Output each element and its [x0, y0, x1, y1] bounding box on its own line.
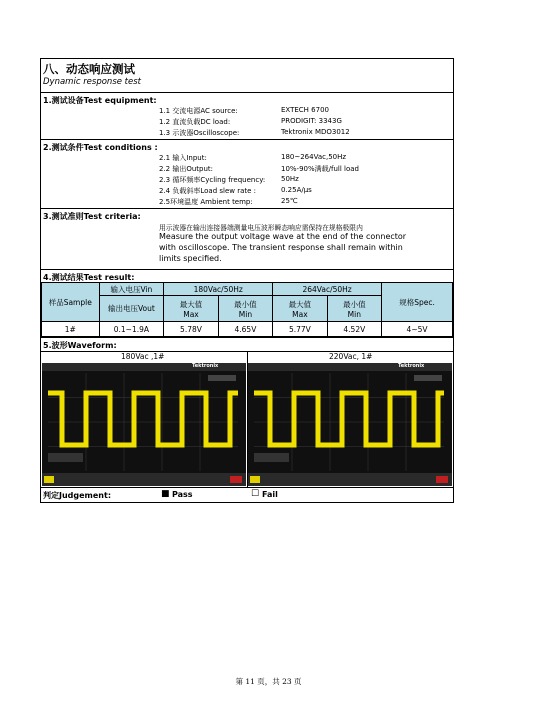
criteria-section	[41, 209, 453, 270]
fail-label: Fail	[262, 490, 278, 499]
condition-label: 2.3 循环频率Cycling frequency:	[159, 176, 266, 184]
conditions-heading: 2.测试条件Test conditions :	[43, 143, 158, 152]
min-header	[327, 296, 381, 322]
scope-screenshot-left	[42, 363, 246, 486]
waveform-heading-row	[41, 338, 453, 352]
sample-header: 样品Sample	[42, 283, 100, 322]
min-en: Min	[347, 309, 361, 319]
condition-value: 10%-90%满载/full load	[281, 165, 359, 173]
condition-item	[41, 196, 453, 207]
condition-item	[41, 163, 453, 174]
results-heading: 4.测试结果Test result:	[43, 273, 135, 282]
results-table	[41, 282, 453, 337]
condition-label: 2.2 输出Output:	[159, 165, 214, 173]
judgement-row	[41, 488, 453, 502]
judgement-label: 判定Judgement:	[43, 491, 112, 500]
max-en: Max	[183, 309, 199, 319]
equipment-value: EXTECH 6700	[281, 106, 329, 114]
equipment-value: Tektronix MDO3012	[281, 128, 350, 136]
condition-value: 25℃	[281, 197, 298, 205]
results-section	[41, 270, 453, 338]
waveform-section	[41, 352, 453, 488]
title-cn: 八、动态响应测试	[43, 62, 135, 76]
condition-item	[41, 152, 453, 163]
waveform-right-label: 220Vac, 1#	[329, 352, 373, 361]
equipment-value: PRODIGIT: 3343G	[281, 117, 342, 125]
condition-value: 0.25A/μs	[281, 186, 312, 194]
max-cn: 最大值	[179, 299, 203, 309]
condition-value: 180~264Vac,50Hz	[281, 153, 347, 161]
scope-trace-right	[254, 373, 444, 471]
criteria-en: Measure the output voltage wave at the end of the connector with oscilloscope. The transient response shall remain within limits specified.	[159, 232, 407, 263]
equipment-section	[41, 93, 453, 140]
min2-cell: 4.52V	[327, 322, 381, 337]
waveform-left-label: 180Vac ,1#	[121, 352, 165, 361]
equipment-item	[41, 127, 453, 138]
max-header	[273, 296, 327, 322]
title-block	[41, 59, 453, 93]
conditions-section	[41, 140, 453, 209]
waveform-heading: 5.波形Waveform:	[43, 341, 117, 350]
scope-bottom-bar	[248, 473, 452, 486]
fail-checkbox: ☐	[251, 489, 260, 499]
condition-item	[41, 185, 453, 196]
pass-label: Pass	[172, 490, 193, 499]
max-en: Max	[292, 309, 308, 319]
scope-top-bar	[248, 363, 452, 371]
pass-checkbox: ■	[161, 489, 170, 499]
condition-label: 2.1 输入Input:	[159, 154, 207, 162]
equipment-label: 1.2 直流负载DC load:	[159, 118, 231, 126]
condition-label: 2.4 负载斜率Load slew rate :	[159, 187, 257, 195]
min-cn: 最小值	[343, 299, 366, 309]
scope-screenshot-right	[248, 363, 452, 486]
condition-item	[41, 174, 453, 185]
max-cn: 最大值	[288, 299, 312, 309]
criteria-cn: 用示波器在输出连接器端测量电压波形瞬态响应需保持在规格极限内	[159, 224, 363, 232]
equipment-item	[41, 105, 453, 116]
min-header	[218, 296, 272, 322]
vout-header: 输出电压Vout	[99, 296, 164, 322]
spec-header: 规格Spec.	[382, 283, 453, 322]
scope-top-bar	[42, 363, 246, 371]
max1-cell: 5.78V	[164, 322, 218, 337]
scope-brand: Tektronix	[398, 363, 425, 369]
equipment-label: 1.3 示波器Oscilloscope:	[159, 129, 240, 137]
max2-cell: 5.77V	[273, 322, 327, 337]
table-row	[42, 322, 453, 337]
vout-cell: 0.1~1.9A	[99, 322, 164, 337]
min-cn: 最小值	[234, 299, 257, 309]
max-header	[164, 296, 218, 322]
scope-trace-left	[48, 373, 238, 471]
equipment-heading: 1.测试设备Test equipment:	[43, 96, 157, 105]
spec-cell: 4~5V	[382, 322, 453, 337]
min1-cell: 4.65V	[218, 322, 272, 337]
equipment-label: 1.1 交流电源AC source:	[159, 107, 238, 115]
min-en: Min	[238, 309, 253, 319]
vin-header: 输入电压Vin	[99, 283, 164, 296]
scope-brand: Tektronix	[192, 363, 219, 369]
report-sheet	[40, 58, 454, 503]
criteria-heading: 3.测试准则Test criteria:	[43, 212, 141, 221]
condition-label: 2.5环境温度 Ambient temp:	[159, 198, 253, 206]
condition-value: 50Hz	[281, 175, 299, 183]
group2-header: 264Vac/50Hz	[273, 283, 382, 296]
page-footer: 第 11 页，共 23 页	[235, 677, 302, 686]
scope-bottom-bar	[42, 473, 246, 486]
group1-header: 180Vac/50Hz	[164, 283, 273, 296]
sample-cell: 1#	[42, 322, 100, 337]
equipment-item	[41, 116, 453, 127]
title-en: Dynamic response test	[43, 77, 142, 87]
